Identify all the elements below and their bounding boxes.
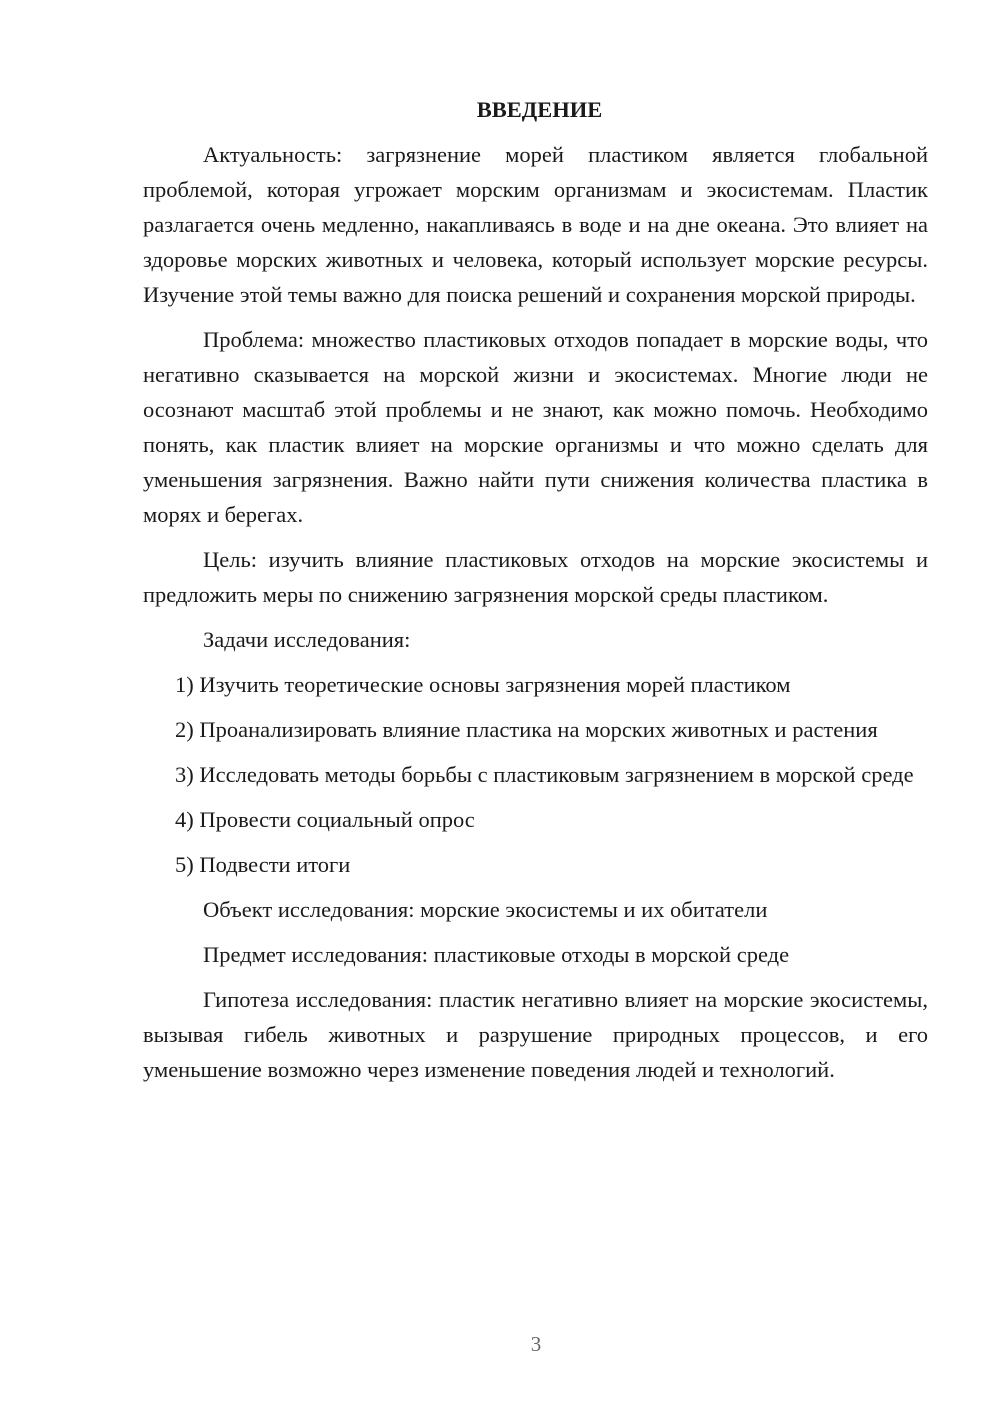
page-content: [143, 92, 928, 1097]
task-item-2: 2) Проанализировать влияние пластика на морских животных и растения: [175, 717, 878, 742]
hypothesis-paragraph: Гипотеза исследования: пластик негативно влияет на морские экосистемы, вызывая гибель животных и разрушение природных процессов, и его уменьшение возможно через изменение поведения людей и технологий.: [143, 987, 928, 1082]
relevance-paragraph: Актуальность: загрязнение морей пластиком является глобальной проблемой, которая угрожает морским организмам и экосистемам. Пластик разлагается очень медленно, накапливаясь в воде и на дне океана. Это влияет на здоровье морских животных и человека, который использует морские ресурсы. Изучение этой темы важно для поиска решений и сохранения морской природы.: [143, 142, 928, 307]
problem-paragraph: Проблема: множество пластиковых отходов попадает в морские воды, что негативно сказывается на морской жизни и экосистемах. Многие люди не осознают масштаб этой проблемы и не знают, как можно помочь. Необходимо понять, как пластик влияет на морские организмы и что можно сделать для уменьшения загрязнения. Важно найти пути снижения количества пластика в морях и берегах.: [143, 327, 928, 527]
task-item-3: 3) Исследовать методы борьбы с пластиковым загрязнением в морской среде: [175, 762, 914, 787]
task-item-1: 1) Изучить теоретические основы загрязнения морей пластиком: [175, 672, 791, 697]
object-paragraph: Объект исследования: морские экосистемы и их обитатели: [203, 897, 768, 922]
page-number: 3: [530, 1332, 542, 1356]
section-title: ВВЕДЕНИЕ: [476, 97, 603, 122]
subject-paragraph: Предмет исследования: пластиковые отходы в морской среде: [203, 942, 790, 967]
goal-paragraph: Цель: изучить влияние пластиковых отходов на морские экосистемы и предложить меры по снижению загрязнения морской среды пластиком.: [143, 547, 928, 607]
task-item-5: 5) Подвести итоги: [175, 852, 351, 877]
task-item-4: 4) Провести социальный опрос: [175, 807, 475, 832]
tasks-heading: Задачи исследования:: [203, 627, 411, 652]
